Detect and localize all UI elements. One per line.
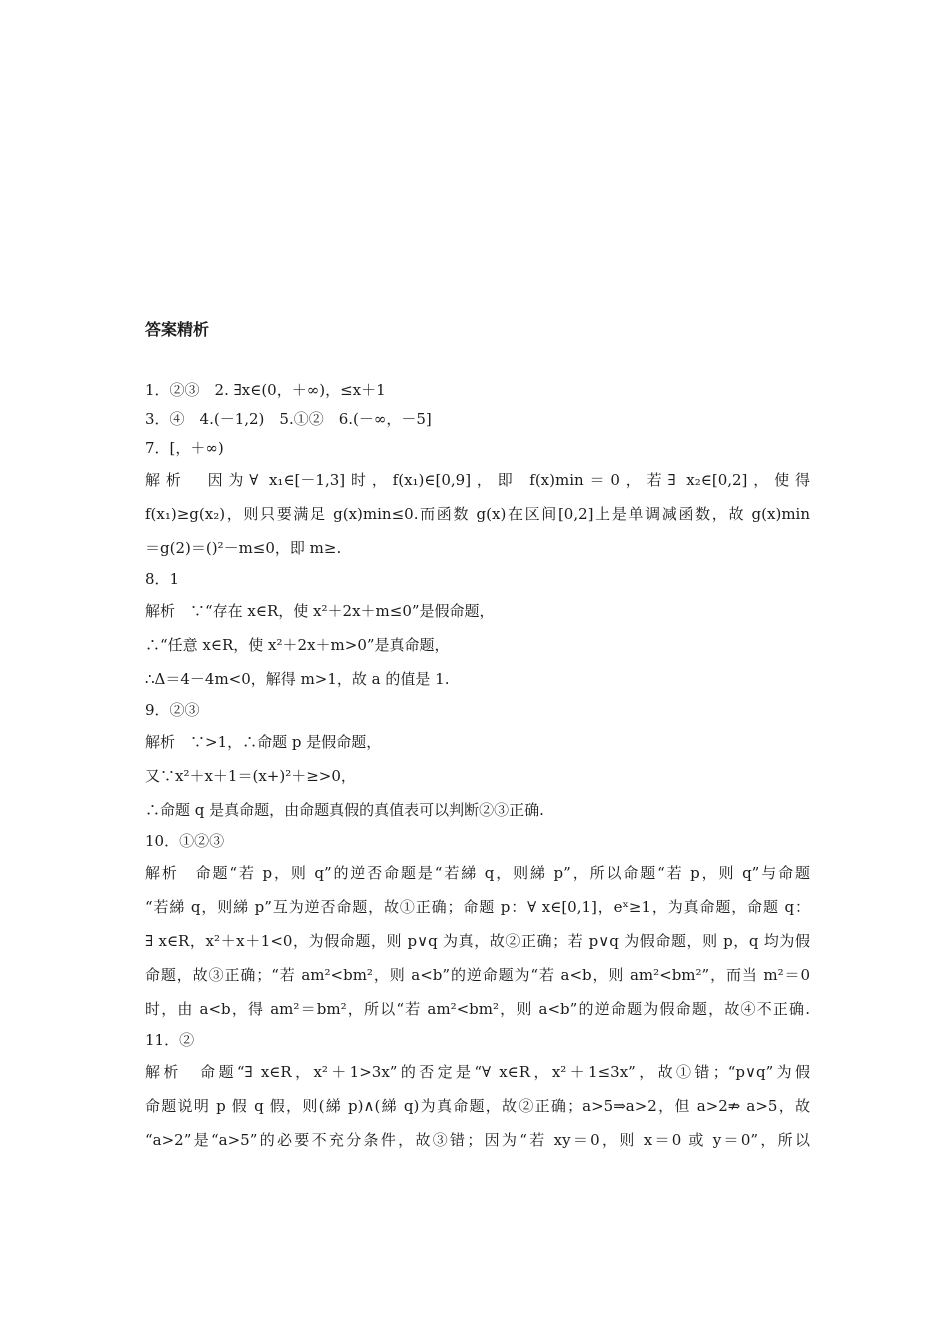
- explanation-line: ∴Δ＝4－4m<0，解得 m>1，故 a 的值是 1.: [145, 670, 450, 688]
- explanation-line: ＝g(2)＝()²－m≤0，即 m≥.: [145, 539, 342, 557]
- answer-line: 7．[，＋∞): [145, 439, 224, 457]
- explanation-line: “若綈 q，则綈 p”互为逆否命题，故①正确；命题 p：∀ x∈[0,1]，eˣ≥1，为真命题，命题 q：: [145, 898, 810, 916]
- explanation-line: ∴“任意 x∈R，使 x²＋2x＋m>0”是真命题，: [145, 636, 450, 654]
- explanation-line: 解析 ∵“存在 x∈R，使 x²＋2x＋m≤0”是假命题，: [145, 602, 495, 620]
- explanation-line: 又∵x²＋x＋1＝(x+)²＋≥>0，: [145, 767, 356, 785]
- answer-line: 1．②③ 2. ∃x∈(0，＋∞)，≤x＋1: [145, 381, 386, 399]
- explanation-line: ∴命题 q 是真命题，由命题真假的真值表可以判断②③正确.: [145, 801, 544, 819]
- explanation-line: 解析 命题“∃ x∈R，x²＋1>3x”的否定是“∀ x∈R，x²＋1≤3x”，故①错；“p∨q”为假: [145, 1063, 810, 1081]
- explanation-line: ∃ x∈R，x²＋x＋1<0，为假命题，则 p∨q 为真，故②正确；若 p∨q 为假命题，则 p，q 均为假: [145, 932, 810, 950]
- section-heading: 答案精析: [145, 320, 210, 339]
- explanation-line: f(x₁)≥g(x₂)，则只要满足 g(x)min≤0.而函数 g(x)在区间[0,2]上是单调减函数，故 g(x)min: [145, 505, 810, 523]
- answer-line: 9．②③: [145, 701, 200, 719]
- answer-line: 3．④ 4.(－1,2) 5.①② 6.(－∞，－5]: [145, 410, 432, 428]
- explanation-line: 时，由 a<b，得 am²＝bm²，所以“若 am²<bm²，则 a<b”的逆命题为假命题，故④不正确.: [145, 1000, 810, 1018]
- explanation-line: 命题，故③正确；“若 am²<bm²，则 a<b”的逆命题为“若 a<b，则 am²<bm²”，而当 m²＝0: [145, 966, 810, 984]
- answer-line: 8．1: [145, 570, 180, 588]
- answer-section: [145, 318, 810, 1157]
- answer-line: 11．②: [145, 1031, 195, 1049]
- answer-line: 10．①②③: [145, 832, 225, 850]
- explanation-line: 解析 命题“若 p，则 q”的逆否命题是“若綈 q，则綈 p”，所以命题“若 p，则 q”与命题: [145, 864, 810, 882]
- explanation-line: 命题说明 p 假 q 假，则(綈 p)∧(綈 q)为真命题，故②正确；a>5⇒a>2，但 a>2⇏ a>5，故: [145, 1097, 810, 1115]
- explanation-line: 解析 ∵>1，∴命题 p 是假命题，: [145, 733, 382, 751]
- explanation-line: 解析 因为∀ x₁∈[－1,3]时，f(x₁)∈[0,9]，即 f(x)min＝0，若∃ x₂∈[0,2]，使得: [145, 471, 810, 489]
- explanation-line: “a>2”是“a>5”的必要不充分条件，故③错；因为“若 xy＝0，则 x＝0 或 y＝0”，所以: [145, 1131, 810, 1149]
